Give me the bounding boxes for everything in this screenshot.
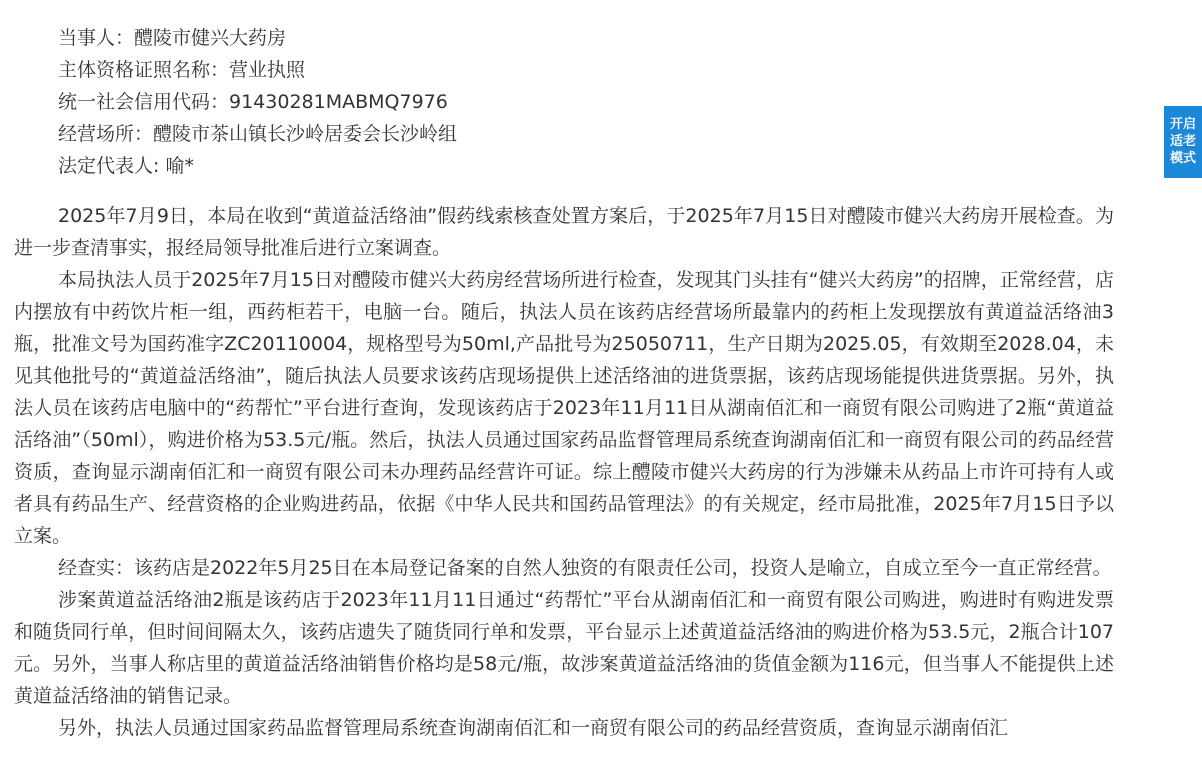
business-address: 经营场所：醴陵市茶山镇长沙岭居委会长沙岭组 (58, 123, 458, 145)
paragraph-case-origin: 2025年7月9日，本局在收到“黄道益活络油”假药线索核查处置方案后，于2025年7月15日对醴陵市健兴大药房开展检查。为进一步查清事实，报经局领导批准后进行立案调查。 (14, 205, 1114, 259)
elder-mode-label-1: 开启 (1169, 117, 1196, 132)
license-name: 主体资格证照名称：营业执照 (58, 59, 306, 81)
paragraph-verification: 经查实：该药店是2022年5月25日在本局登记备案的自然人独资的有限责任公司，投资人是喻立，自成立至今一直正常经营。 (58, 557, 1112, 579)
elder-mode-label-2: 适老 (1169, 134, 1196, 149)
elder-mode-button[interactable] (1164, 106, 1202, 178)
article-content (14, 22, 1114, 744)
paragraph-inspection: 本局执法人员于2025年7月15日对醴陵市健兴大药房经营场所进行检查，发现其门头挂有“健兴大药房”的招牌，正常经营，店内摆放有中药饮片柜一组，西药柜若干，电脑一台。随后，执法人员在该药店经营场所最靠内的药柜上发现摆放有黄道益活络油3瓶，批准文号为国药准字ZC20110004，规格型号为50ml,产品批号为25050711，生产日期为2025.05，有效期至2028.04，未见其他批号的“黄道益活络油”，随后执法人员要求该药店现场提供上述活络油的进货票据，该药店现场能提供进货票据。另外，执法人员在该药店电脑中的“药帮忙”平台进行查询，发现该药店于2023年11月11日从湖南佰汇和一商贸有限公司购进了2瓶“黄道益活络油”（50ml），购进价格为53.5元/瓶。然后，执法人员通过国家药品监督管理局系统查询湖南佰汇和一商贸有限公司的药品经营资质，查询显示湖南佰汇和一商贸有限公司未办理药品经营许可证。综上醴陵市健兴大药房的行为涉嫌未从药品上市许可持有人或者具有药品生产、经营资格的企业购进药品，依据《中华人民共和国药品管理法》的有关规定，经市局批准，2025年7月15日予以立案。 (14, 269, 1114, 547)
paragraph-purchase-details: 涉案黄道益活络油2瓶是该药店于2023年11月11日通过“药帮忙”平台从湖南佰汇和一商贸有限公司购进，购进时有购进发票和随货同行单，但时间间隔太久，该药店遗失了随货同行单和发票，平台显示上述黄道益活络油的购进价格为53.5元，2瓶合计107元。另外，当事人称店里的黄道益活络油销售价格均是58元/瓶，故涉案黄道益活络油的货值金额为116元，但当事人不能提供上述黄道益活络油的销售记录。 (14, 589, 1114, 707)
paragraph-additional: 另外，执法人员通过国家药品监督管理局系统查询湖南佰汇和一商贸有限公司的药品经营资质，查询显示湖南佰汇 (58, 717, 1009, 739)
elder-mode-label-3: 模式 (1169, 151, 1196, 166)
party-info (14, 22, 1114, 182)
party-name: 当事人：醴陵市健兴大药房 (58, 27, 287, 49)
credit-code: 统一社会信用代码：91430281MABMQ7976 (58, 91, 448, 113)
legal-representative: 法定代表人: 喻* (58, 155, 194, 177)
